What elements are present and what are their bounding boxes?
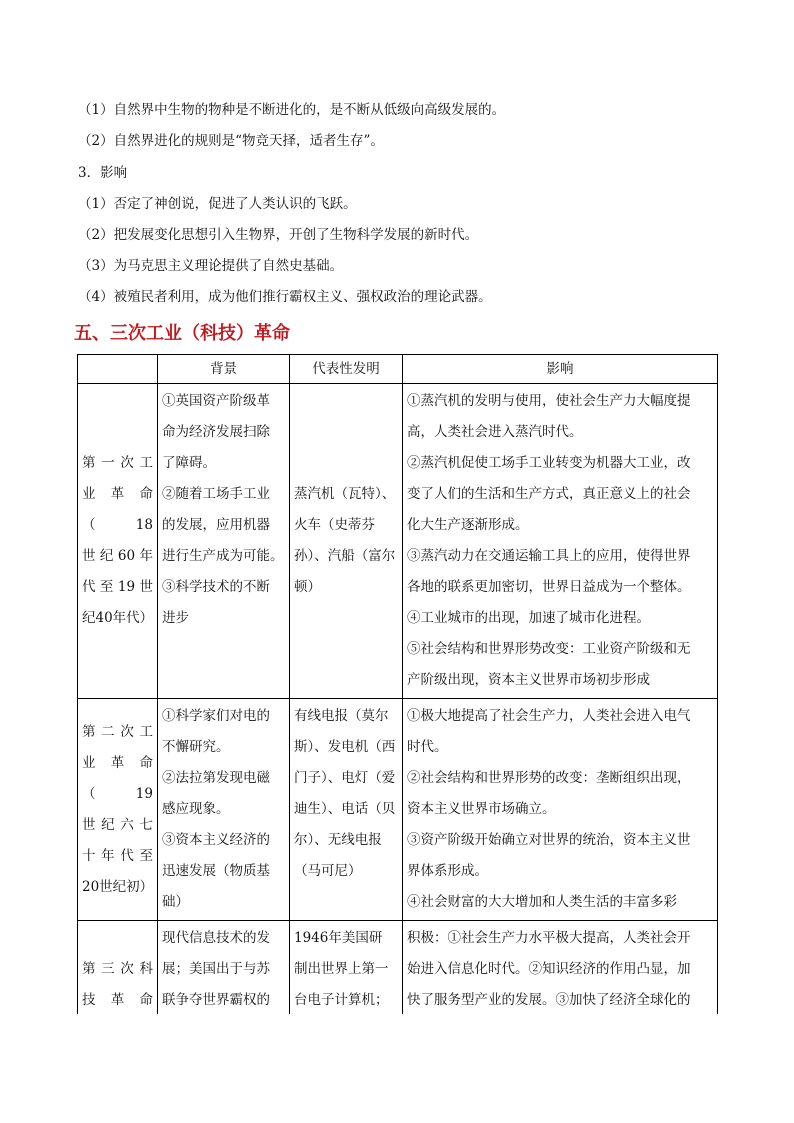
intro-line: （1）否定了神创说，促进了人类认识的飞跃。 xyxy=(78,196,357,212)
row-impact: 积极：①社会生产力水平极大提高，人类社会开 始进入信息化时代。②知识经济的作用凸显，加 快了服务型产业的发展。③加快了经济全球化的 xyxy=(403,921,718,1050)
intro-line: （2）把发展变化思想引入生物界，开创了生物科学发展的新时代。 xyxy=(78,227,479,243)
intro-line: 3．影响 xyxy=(78,165,128,181)
row-inventions: 有线电报（莫尔 斯）、发电机（西 门子）、电灯（爱 迪生）、电话（贝 尔）、无线电报 （马可尼） xyxy=(290,699,403,921)
header-inventions: 代表性发明 xyxy=(290,355,403,384)
revolution-table xyxy=(77,354,718,1050)
row-background: ①英国资产阶级革 命为经济发展扫除 了障碍。 ②随着工场手工业 的发展，应用机器 进行生产成为可能。 ③科学技术的不断 进步 xyxy=(158,384,290,699)
row-name: 第三次科 技革命 xyxy=(78,921,158,1050)
section-title: 五、三次工业（科技）革命 xyxy=(74,323,290,344)
intro-line: （3）为马克思主义理论提供了自然史基础。 xyxy=(78,258,344,274)
intro-line: （1）自然界中生物的物种是不断进化的，是不断从低级向高级发展的。 xyxy=(78,102,506,118)
table-row xyxy=(78,384,718,699)
header-impact: 影响 xyxy=(403,355,718,384)
row-inventions: 1946年美国研 制出世界上第一 台电子计算机； xyxy=(290,921,403,1050)
row-impact: ①蒸汽机的发明与使用，使社会生产力大幅度提 高，人类社会进入蒸汽时代。 ②蒸汽机促使工场手工业转变为机器大工业，改 变了人们的生活和生产方式，真正意义上的社会 化大生产逐渐形成。 ③蒸汽动力在交通运输工具上的应用，使得世界 各地的联系更加密切，世界日益成为一个整体。 ④工业城市的出现，加速了城市化进程。 ⑤社会结构和世界形势改变：工业资产阶级和无 产阶级出现，资本主义世界市场初步形成 xyxy=(403,384,718,699)
row-name: 第二次工 业革命（19 世纪六七 十年代至 20世纪初） xyxy=(78,699,158,921)
row-impact: ①极大地提高了社会生产力，人类社会进入电气 时代。 ②社会结构和世界形势的改变：垄断组织出现， 资本主义世界市场确立。 ③资产阶级开始确立对世界的统治，资本主义世 界体系形成。 ④社会财富的大大增加和人类生活的丰富多彩 xyxy=(403,699,718,921)
header-empty xyxy=(78,355,158,384)
intro-line: （4）被殖民者利用，成为他们推行霸权主义、强权政治的理论武器。 xyxy=(78,289,492,305)
table-row xyxy=(78,699,718,921)
table-header-row xyxy=(78,355,718,384)
row-background: 现代信息技术的发 展；美国出于与苏 联争夺世界霸权的 xyxy=(158,921,290,1050)
page-bottom-margin xyxy=(0,1014,794,1123)
intro-line: （2）自然界进化的规则是“物竞天择，适者生存”。 xyxy=(78,133,384,149)
row-background: ①科学家们对电的 不懈研究。 ②法拉第发现电磁 感应现象。 ③资本主义经济的 迅速发展（物质基 础） xyxy=(158,699,290,921)
row-inventions: 蒸汽机（瓦特）、 火车（史蒂芬 孙）、汽船（富尔 顿） xyxy=(290,384,403,699)
row-name: 第一次工 业革命（18 世纪60年 代至19世 纪40年代） xyxy=(78,384,158,699)
header-background: 背景 xyxy=(158,355,290,384)
